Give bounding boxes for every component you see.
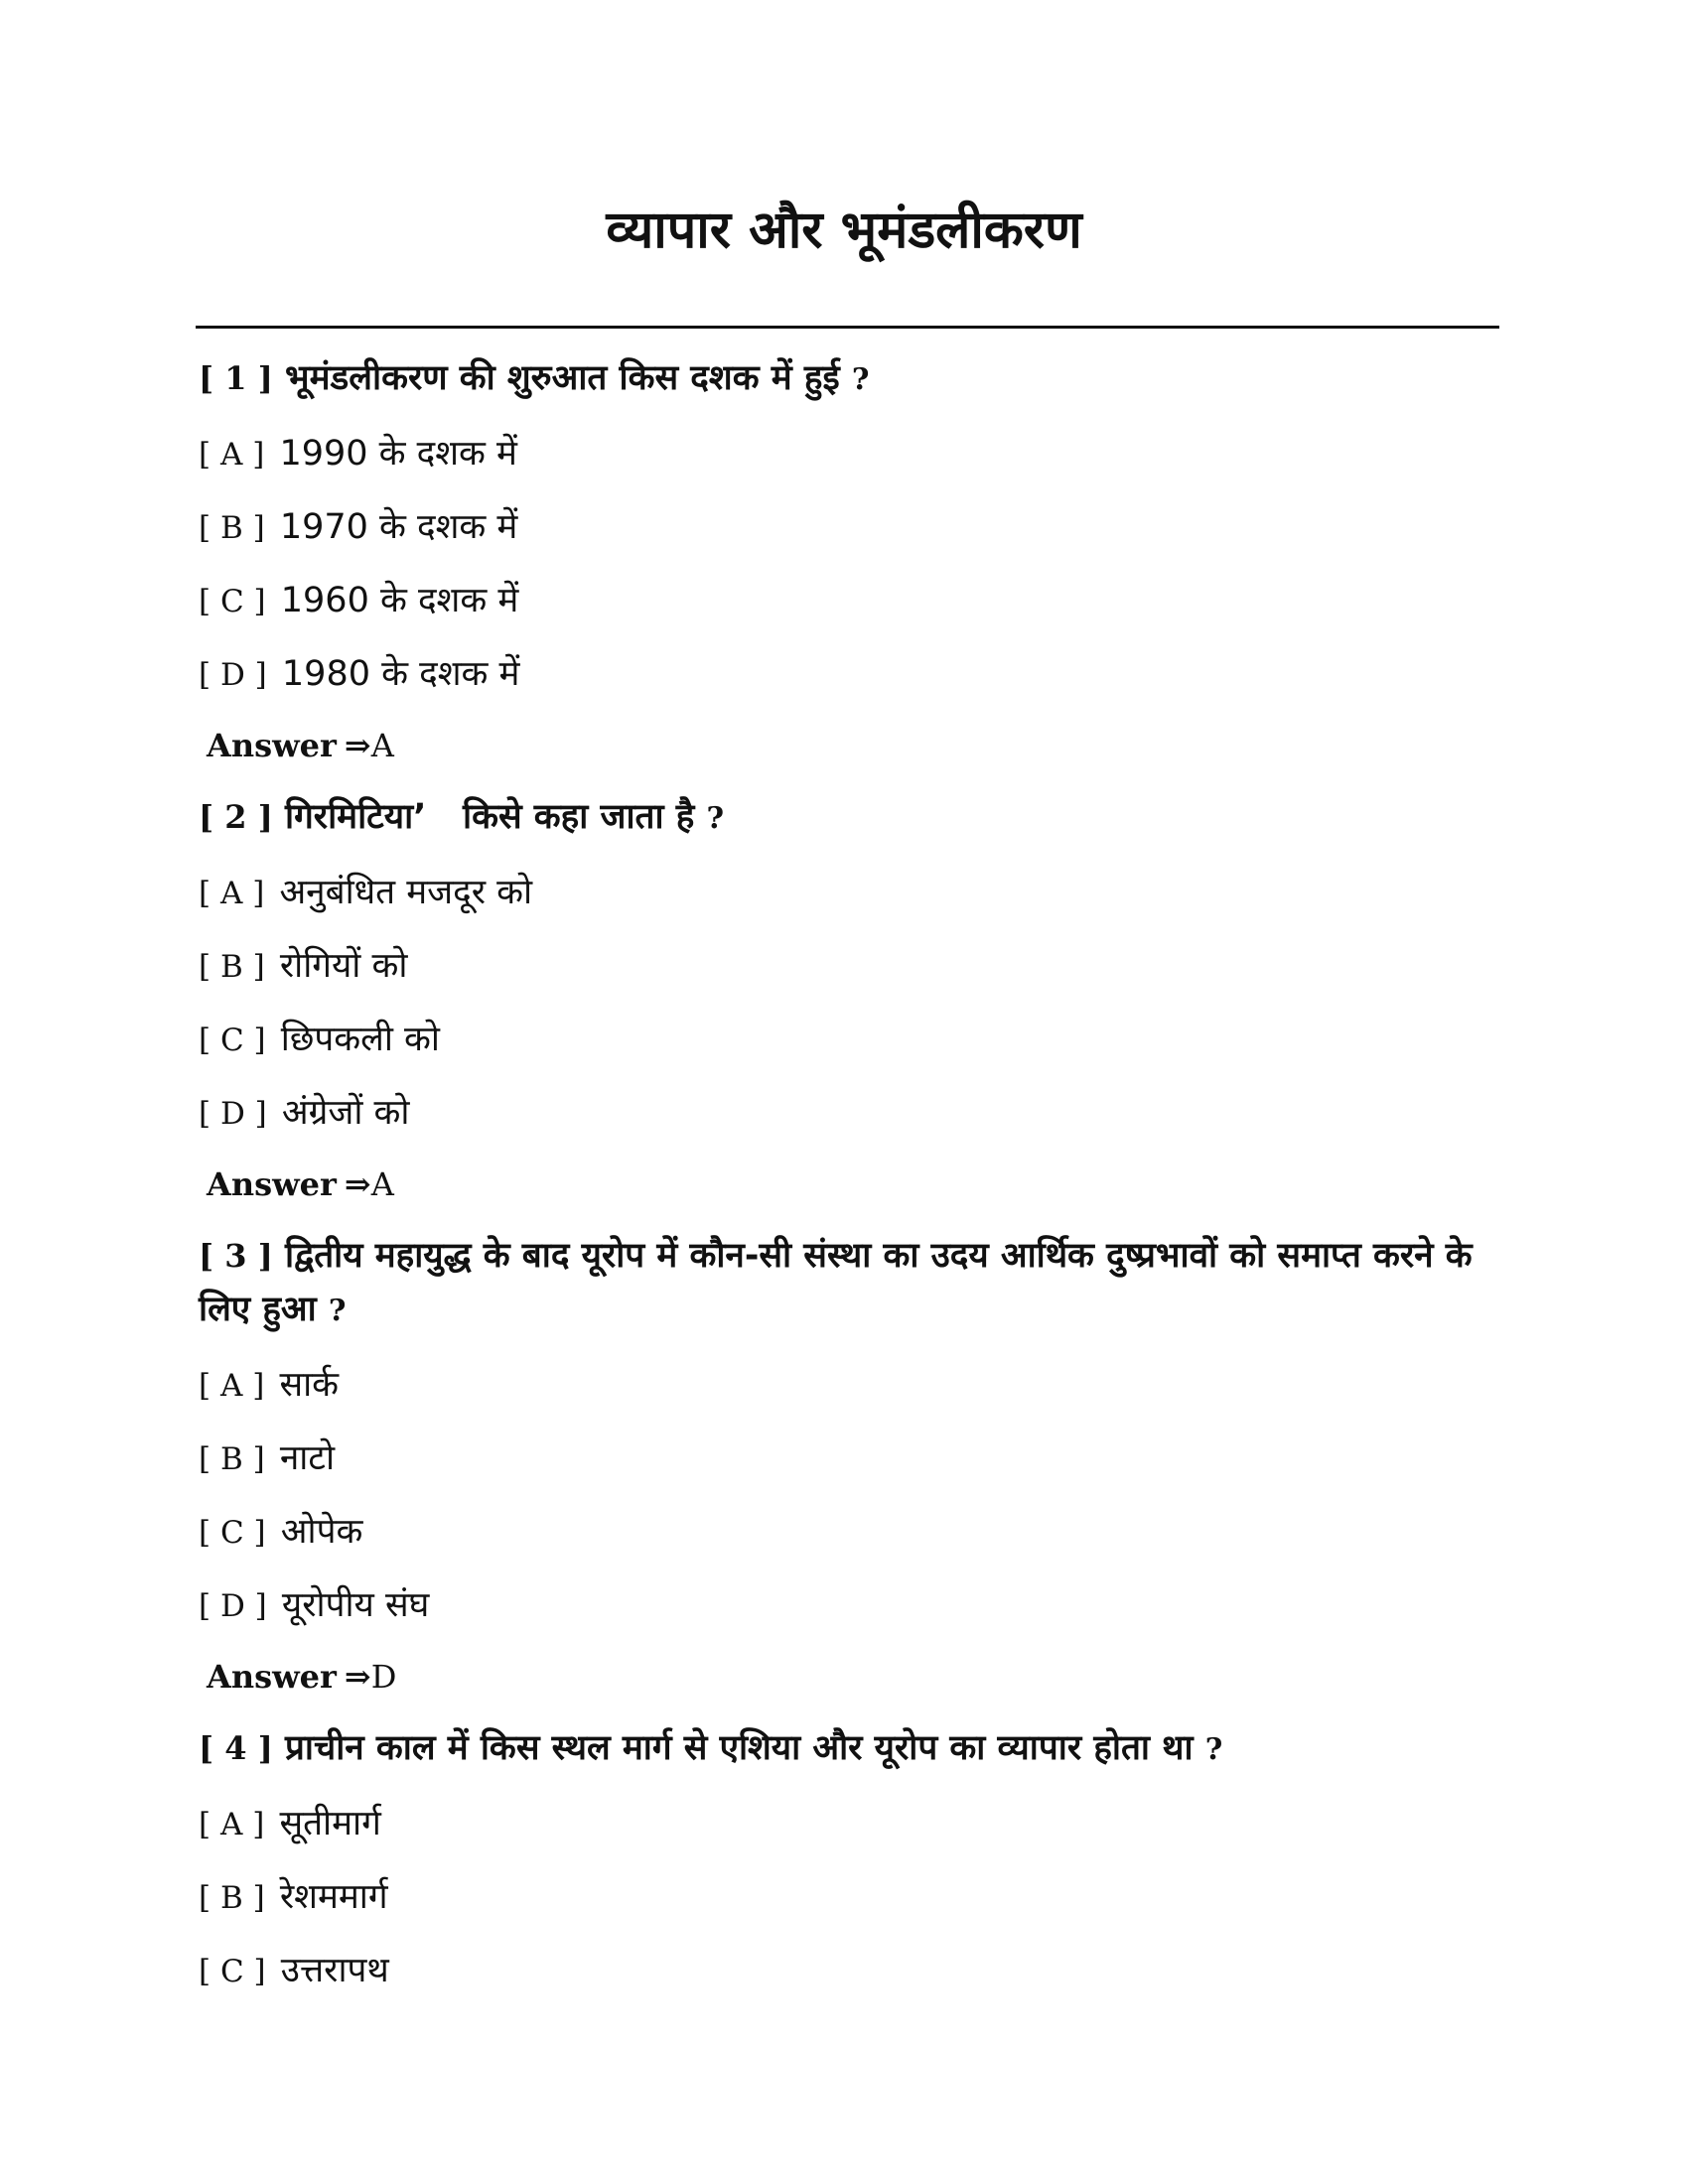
option-text: नाटो <box>279 1438 336 1478</box>
question-number: [ 3 ] <box>199 1237 273 1275</box>
option-label: [ D ] <box>199 1096 267 1132</box>
question-body: गिरमिटिया’ किसे कहा जाता है <box>285 797 695 837</box>
question-block <box>199 1707 1499 2003</box>
option-label: [ C ] <box>199 1954 266 1989</box>
question-block <box>199 776 1499 1215</box>
question-number: [ 1 ] <box>199 359 273 397</box>
option-label: [ B ] <box>199 1880 265 1916</box>
question-mark: ? <box>851 362 870 397</box>
option-b <box>199 1856 1499 1930</box>
question-text <box>199 1215 1499 1344</box>
title-divider <box>196 326 1499 329</box>
question-mark: ? <box>706 801 725 836</box>
answer-arrow-icon: ⇒ <box>344 1165 371 1203</box>
question-body: प्राचीन काल में किस स्थल मार्ग से एशिया और यूरोप का व्यापार होता था <box>285 1728 1194 1768</box>
option-text: छिपकली को <box>280 1020 440 1059</box>
question-body: द्वितीय महायुद्ध के बाद यूरोप में कौन-सी संस्था का उदय आर्थिक दुष्प्रभावों को समाप्त करने के लिए हुआ <box>199 1236 1473 1329</box>
option-text: सूतीमार्ग <box>279 1804 381 1843</box>
question-block <box>199 338 1499 776</box>
answer-value: A <box>370 1165 394 1203</box>
question-block <box>199 1215 1499 1707</box>
option-d <box>199 633 1499 707</box>
option-label: [ A ] <box>199 876 265 911</box>
option-a <box>199 852 1499 925</box>
option-b <box>199 925 1499 999</box>
answer-label: Answer <box>207 1165 337 1203</box>
option-text: उत्तरापथ <box>280 1951 389 1990</box>
option-c <box>199 1491 1499 1565</box>
option-a <box>199 413 1499 486</box>
answer-label: Answer <box>207 1658 337 1696</box>
option-text: यूरोपीय संघ <box>281 1585 430 1625</box>
question-list <box>199 338 1499 2003</box>
answer-line <box>199 707 1499 776</box>
option-text: ओपेक <box>280 1512 363 1552</box>
option-text: 1970 के दशक में <box>279 507 518 547</box>
option-b <box>199 1418 1499 1491</box>
option-text: अनुबंधित मजदूर को <box>279 873 533 912</box>
option-d <box>199 1072 1499 1146</box>
option-text: रेशममार्ग <box>279 1877 388 1917</box>
option-label: [ D ] <box>199 1588 267 1624</box>
option-text: रोगियों को <box>279 946 408 986</box>
option-c <box>199 999 1499 1072</box>
question-mark: ? <box>1204 1732 1223 1767</box>
question-text <box>199 1707 1499 1783</box>
option-text: 1980 के दशक में <box>281 654 520 694</box>
answer-arrow-icon: ⇒ <box>344 1658 371 1696</box>
option-text: अंग्रेजों को <box>281 1093 410 1133</box>
option-label: [ C ] <box>199 1515 266 1551</box>
answer-line <box>199 1146 1499 1215</box>
question-number: [ 2 ] <box>199 798 273 836</box>
option-text: 1960 के दशक में <box>280 581 519 620</box>
option-label: [ C ] <box>199 1023 266 1058</box>
answer-label: Answer <box>207 727 337 764</box>
option-label: [ C ] <box>199 584 266 619</box>
question-mark: ? <box>328 1294 347 1328</box>
option-label: [ B ] <box>199 949 265 985</box>
question-number: [ 4 ] <box>199 1729 273 1767</box>
option-label: [ A ] <box>199 1807 265 1843</box>
option-d <box>199 1565 1499 1638</box>
option-a <box>199 1783 1499 1856</box>
option-label: [ B ] <box>199 510 265 546</box>
question-body: भूमंडलीकरण की शुरुआत किस दशक में हुई <box>285 358 840 398</box>
option-a <box>199 1344 1499 1418</box>
option-text: सार्क <box>279 1365 340 1405</box>
answer-value: D <box>370 1658 397 1696</box>
question-text <box>199 776 1499 852</box>
option-label: [ D ] <box>199 657 267 693</box>
option-c <box>199 1930 1499 2003</box>
answer-arrow-icon: ⇒ <box>344 727 371 764</box>
option-label: [ A ] <box>199 1368 265 1404</box>
document-title: व्यापार और भूमंडलीकरण <box>606 201 1082 260</box>
option-label: [ B ] <box>199 1441 265 1477</box>
option-text: 1990 के दशक में <box>279 434 517 474</box>
option-b <box>199 486 1499 560</box>
answer-value: A <box>370 727 394 764</box>
answer-line <box>199 1638 1499 1707</box>
option-c <box>199 560 1499 633</box>
question-text <box>199 338 1499 413</box>
option-label: [ A ] <box>199 437 265 473</box>
